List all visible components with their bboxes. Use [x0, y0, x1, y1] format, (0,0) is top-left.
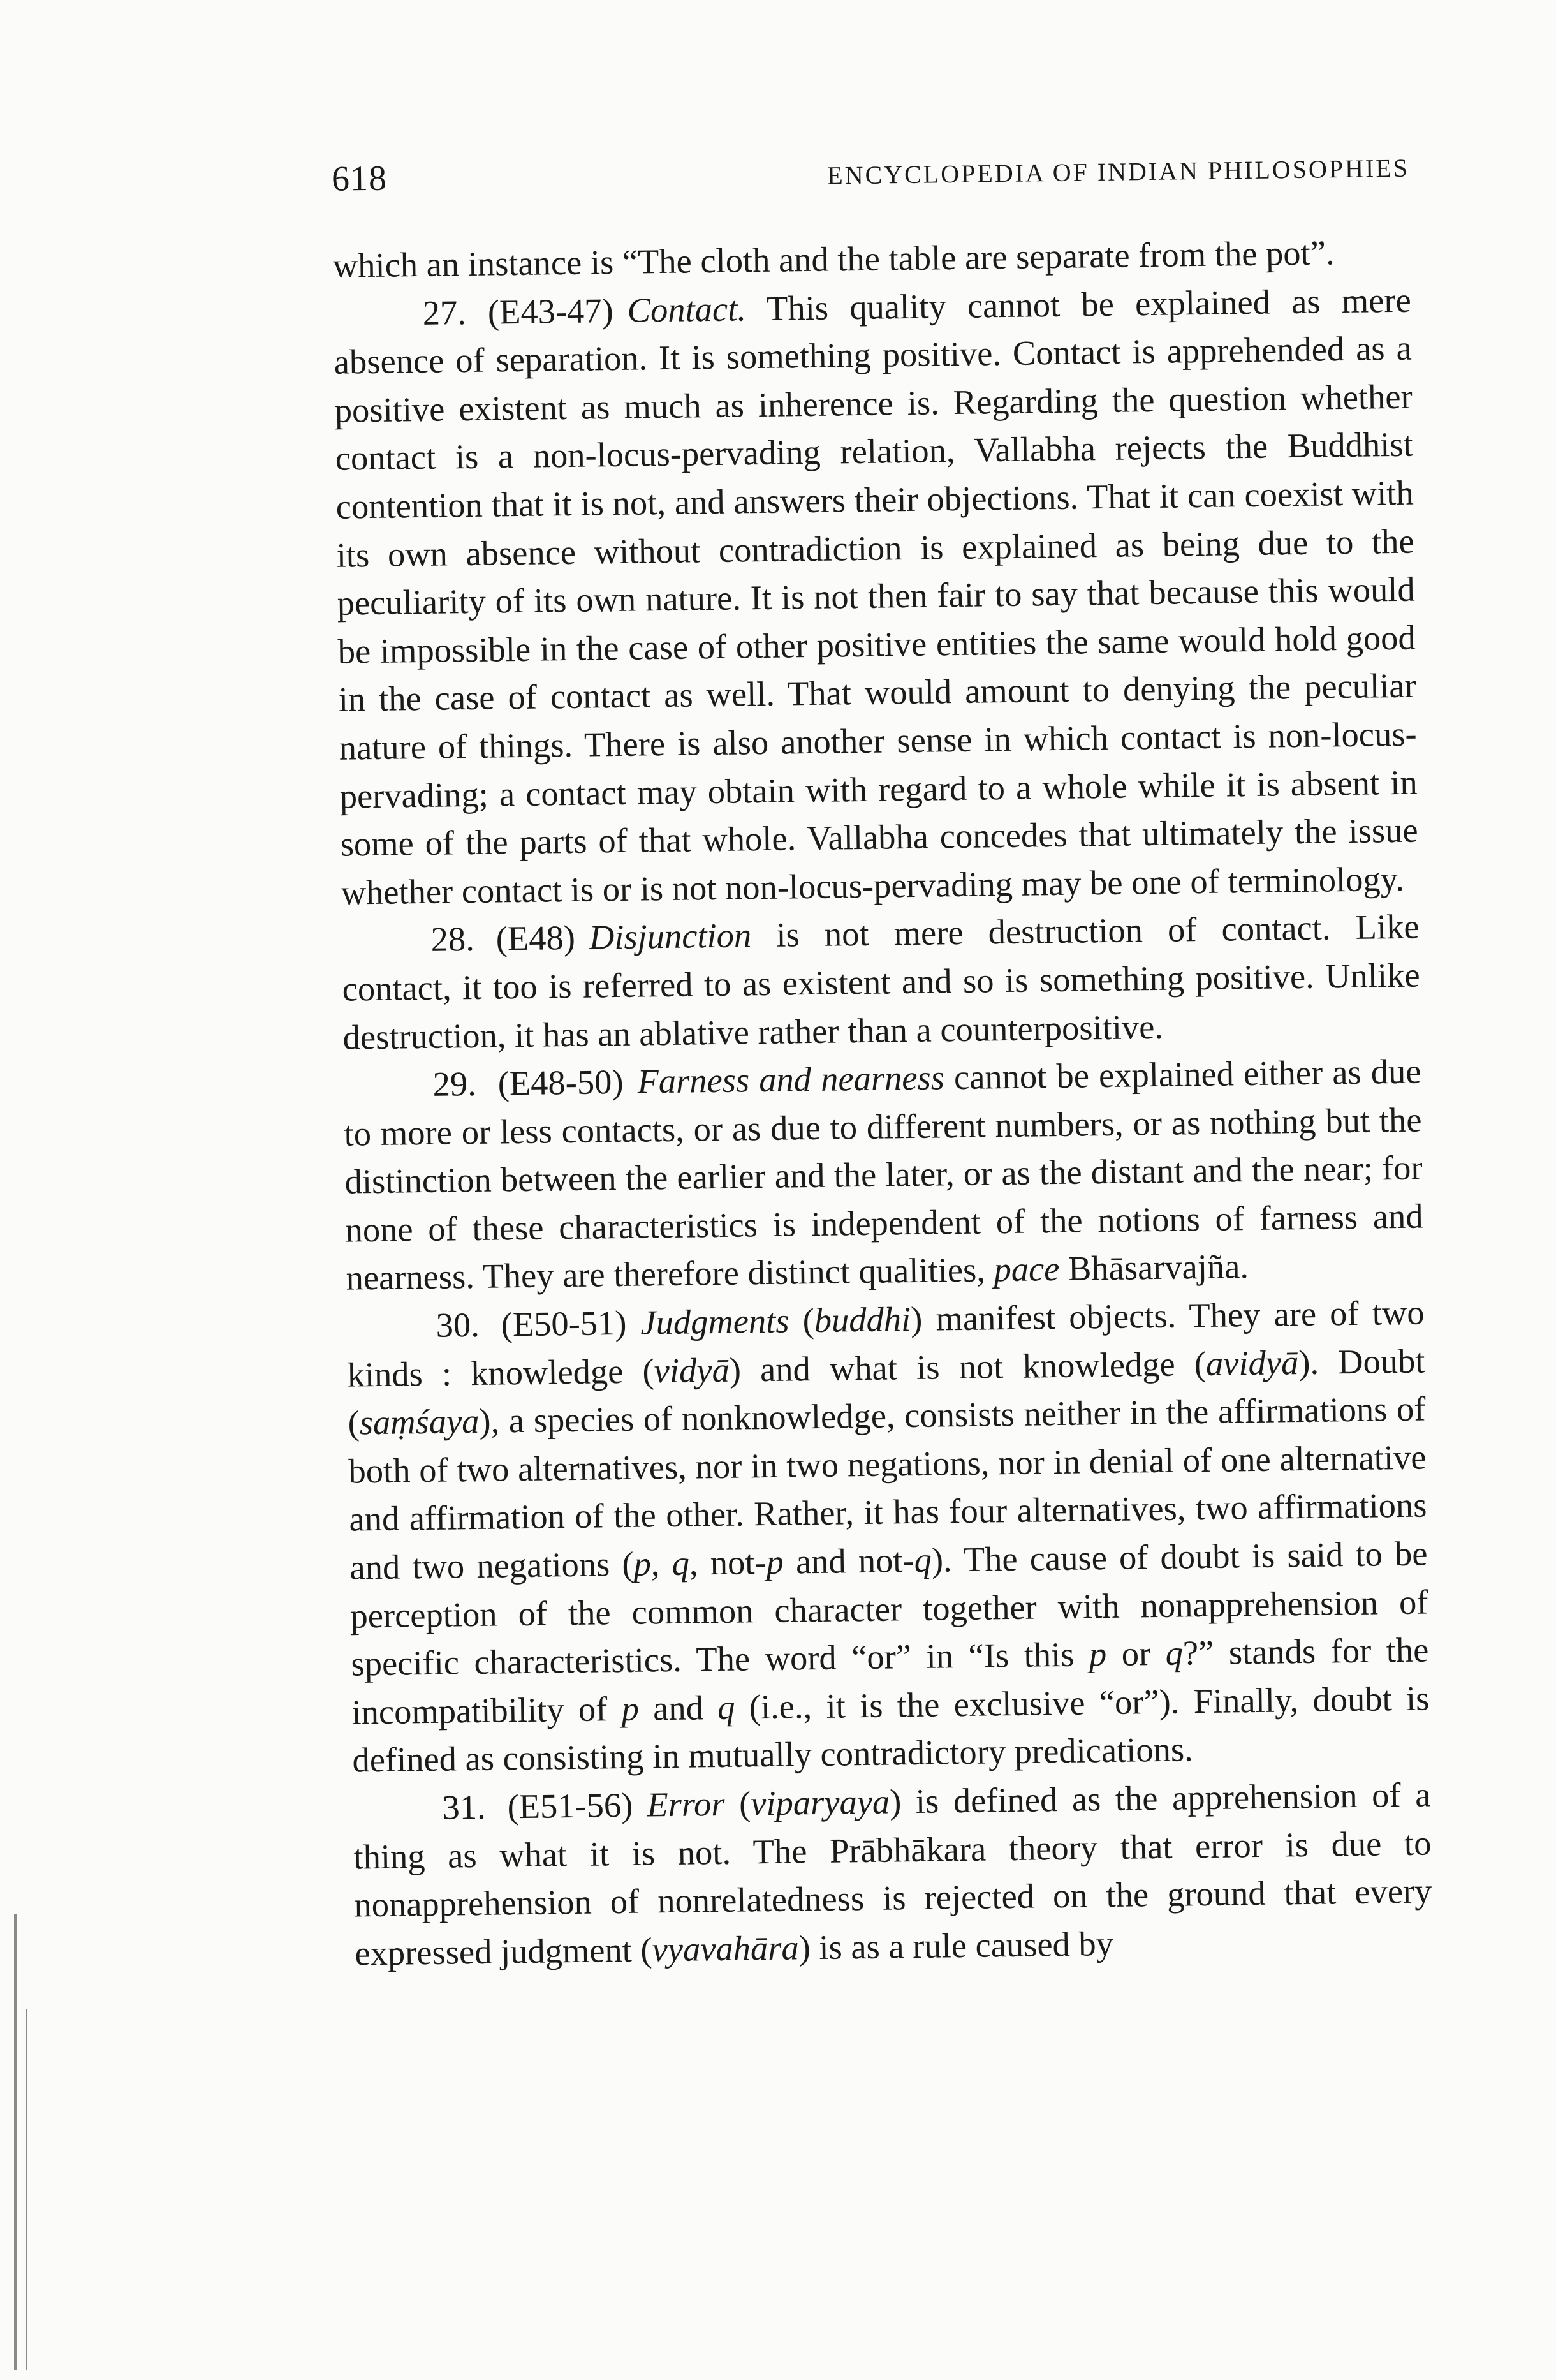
paragraph-31 — [353, 1770, 1433, 1977]
text-run: ( — [789, 1301, 815, 1340]
paragraph-27 — [333, 276, 1419, 917]
variable: q — [914, 1540, 932, 1580]
paragraph-text: cannot be explained either as due to more or less contacts, or as due to different numbers, or as nothing but the distinction between the earlier and the later, or as the distant and the near; for none of these characteristics is independent of the notions of farness and nearness. They are therefore distinct qualities, — [344, 1051, 1423, 1298]
text-run: ) manifest objects. They are of two kinds : knowledge ( — [347, 1292, 1425, 1394]
paragraph-text: This quality cannot be explained as mere absence of separation. It is something positive. Contact is apprehended as a positive existent as much as inherence is. Regarding the question whether contact is a non-locus-pervading relation, Vallabha rejects the Buddhist contention that it is not, and answers their objections. That it can coexist with its own absence without contradiction is explained as being due to the peculiarity of its own nature. It is not then fair to say that because this would be impossible in the case of other positive entities the same would hold good in the case of contact as well. That would amount to denying the peculiar nature of things. There is also another sense in which contact is non-locus-pervading; a contact may obtain with regard to a whole while it is absent in some of the parts of that whole. Vallabha concedes that ultimately the issue whether contact is or is not non-locus-pervading may be one of terminology. — [334, 280, 1418, 912]
page-header — [332, 145, 1410, 216]
text-run: , not- — [689, 1542, 767, 1583]
section-number: 28. — [430, 919, 475, 959]
variable: q — [672, 1543, 690, 1583]
paragraph-text: which an instance is “The cloth and the table are separate from the pot”. — [332, 233, 1335, 285]
section-term: Disjunction — [589, 915, 752, 957]
text-run: ( — [724, 1784, 751, 1823]
sanskrit-term: vyavahāra — [652, 1928, 799, 1969]
section-number: 31. — [442, 1787, 486, 1827]
text-run: ). Doubt ( — [348, 1341, 1425, 1442]
section-reference: (E48-50) — [497, 1062, 624, 1103]
variable: p — [766, 1542, 784, 1582]
text-run: ?” stands for the incompatibility of — [351, 1630, 1429, 1732]
variable: p — [621, 1689, 640, 1728]
section-term: Error — [646, 1784, 725, 1824]
sanskrit-term: avidyā — [1205, 1342, 1299, 1383]
text-run: ) is as a rule caused by — [798, 1923, 1114, 1967]
page-number: 618 — [331, 158, 388, 199]
paragraph-text: is not mere destruction of contact. Like contact, it too is referred to as existent and so is something positive. Unlike destruction, it has an ablative rather than a counterpositive. — [342, 906, 1420, 1057]
running-title: ENCYCLOPEDIA OF INDIAN PHILOSOPHIES — [826, 153, 1410, 190]
paragraph-30 — [346, 1289, 1430, 1785]
italic-word: pace — [994, 1249, 1060, 1289]
section-number: 29. — [432, 1064, 477, 1104]
section-reference: (E48) — [495, 918, 576, 958]
sanskrit-term: buddhi — [814, 1299, 911, 1340]
sanskrit-term: viparyaya — [750, 1782, 890, 1823]
variable: p — [1089, 1634, 1107, 1674]
section-reference: (E51-56) — [507, 1785, 633, 1826]
paragraph-29 — [343, 1047, 1424, 1303]
section-reference: (E43-47) — [487, 290, 614, 332]
section-number: 30. — [436, 1305, 480, 1345]
text-run: , — [650, 1544, 673, 1583]
text-run: ) and what is not knowledge ( — [729, 1343, 1207, 1389]
sanskrit-term: vidyā — [654, 1350, 730, 1390]
section-term: Judgments — [640, 1301, 789, 1342]
text-run: and not- — [783, 1541, 915, 1581]
body-text — [332, 228, 1432, 1977]
section-number: 27. — [422, 292, 467, 332]
text-run: and — [638, 1687, 718, 1728]
paragraph-text: Bhāsarvajña. — [1059, 1246, 1249, 1289]
text-run: ) is defined as the apprehension of a thing as what it is not. The Prābhākara theory that error is due to nonapprehension of nonrelatedness is rejected on the ground that every expressed judgment ( — [353, 1775, 1432, 1973]
section-reference: (E50-51) — [501, 1303, 627, 1344]
text-run: ), a species of nonknowledge, consists neither in the affirmations of both of two alternatives, nor in two negations, nor in denial of one alternative and affirmation of the other. Rather, it has four alternatives, two affirmations and two negations ( — [348, 1389, 1427, 1587]
text-run: (i.e., it is the exclusive “or”). Finally, doubt is defined as consisting in mutually contradictory predications. — [352, 1678, 1430, 1780]
section-term: Farness and nearness — [637, 1058, 945, 1101]
section-term: Contact. — [627, 288, 747, 330]
text-run: ). The cause of doubt is said to be perception of the common character together with nonapprehension of specific characteristics. The word “or” in “Is this — [350, 1534, 1428, 1683]
paragraph-28 — [341, 903, 1421, 1061]
variable: p — [633, 1544, 652, 1583]
variable: q — [717, 1687, 735, 1727]
text-run: or — [1106, 1634, 1166, 1674]
variable: q — [1165, 1633, 1184, 1673]
sanskrit-term: saṃśaya — [359, 1401, 480, 1442]
